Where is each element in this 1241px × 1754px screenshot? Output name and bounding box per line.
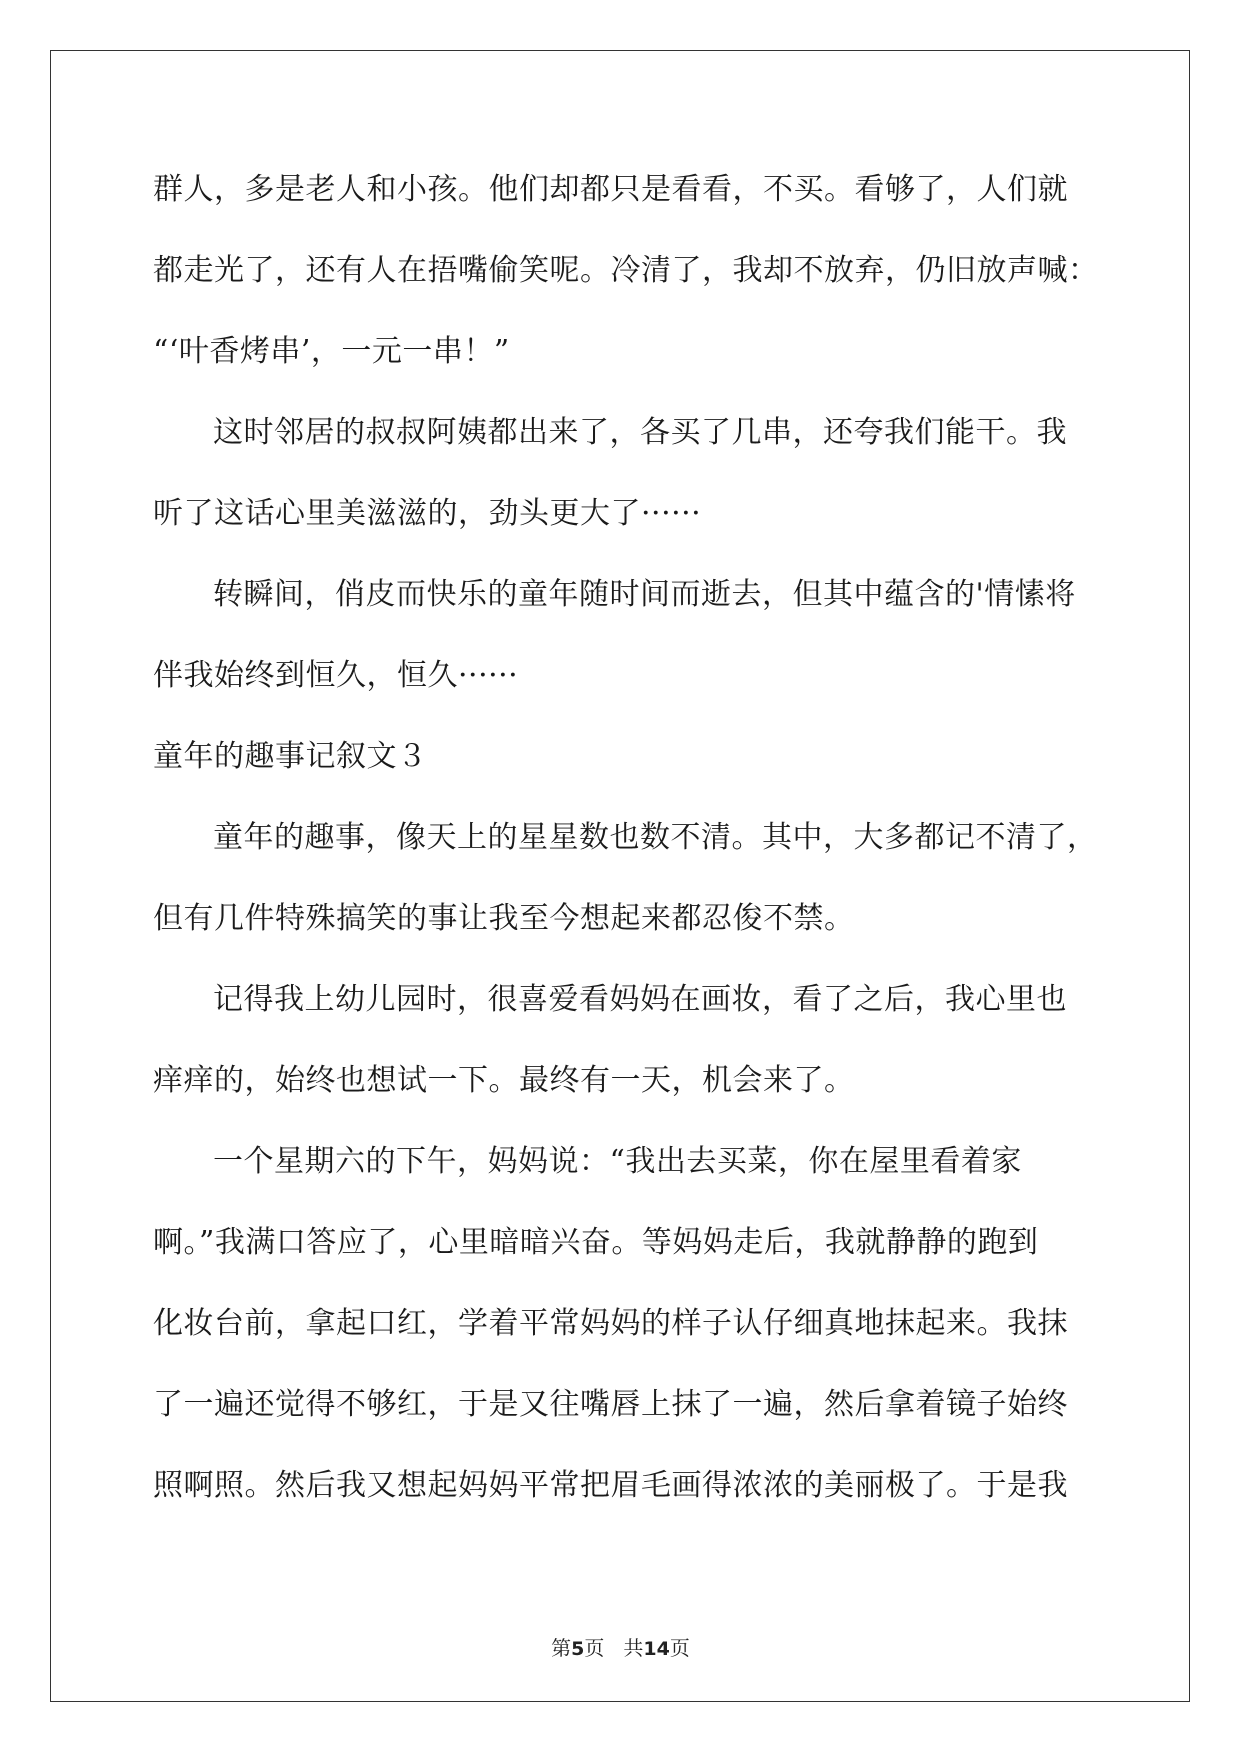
footer-prefix: 第 <box>551 1636 572 1660</box>
text-line: 转瞬间，俏皮而快乐的童年随时间而逝去，但其中蕴含的'情愫将 <box>213 577 1076 612</box>
text-line: 伴我始终到恒久，恒久······ <box>153 658 519 693</box>
text-line: 听了这话心里美滋滋的，劲头更大了······ <box>153 496 702 531</box>
footer-total-suffix: 页 <box>669 1636 690 1660</box>
text-line: 化妆台前，拿起口红，学着平常妈妈的样子认仔细真地抹起来。我抹 <box>153 1306 1068 1341</box>
text-line: 但有几件特殊搞笑的事让我至今想起来都忍俊不禁。 <box>153 901 855 936</box>
text-line: 啊。”我满口答应了，心里暗暗兴奋。等妈妈走后，我就静静的跑到 <box>153 1225 1039 1260</box>
current-page-number: 5 <box>571 1638 585 1660</box>
text-line: 这时邻居的叔叔阿姨都出来了，各买了几串，还夸我们能干。我 <box>213 415 1067 450</box>
document-body <box>153 160 1099 1537</box>
text-line: “‘叶香烤串’，一元一串！” <box>153 334 510 369</box>
section-heading: 童年的趣事记叙文３ <box>153 739 428 774</box>
text-line: 痒痒的，始终也想试一下。最终有一天，机会来了。 <box>153 1063 855 1098</box>
total-page-count: 14 <box>643 1638 670 1660</box>
text-line: 群人，多是老人和小孩。他们却都只是看看，不买。看够了，人们就 <box>153 172 1068 207</box>
text-line: 都走光了，还有人在捂嘴偷笑呢。冷清了，我却不放弃，仍旧放声喊： <box>153 253 1099 288</box>
text-line: 记得我上幼儿园时，很喜爱看妈妈在画妆，看了之后，我心里也 <box>213 982 1067 1017</box>
page-footer <box>0 1632 1241 1661</box>
footer-page-suffix: 页 <box>584 1636 605 1660</box>
text-line: 童年的趣事，像天上的星星数也数不清。其中，大多都记不清了， <box>213 820 1098 855</box>
text-line: 一个星期六的下午，妈妈说：“我出去买菜，你在屋里看着家 <box>213 1144 1022 1179</box>
text-line: 了一遍还觉得不够红，于是又往嘴唇上抹了一遍，然后拿着镜子始终 <box>153 1387 1068 1422</box>
text-line: 照啊照。然后我又想起妈妈平常把眉毛画得浓浓的美丽极了。于是我 <box>153 1468 1068 1503</box>
footer-total-prefix: 共 <box>623 1636 644 1660</box>
